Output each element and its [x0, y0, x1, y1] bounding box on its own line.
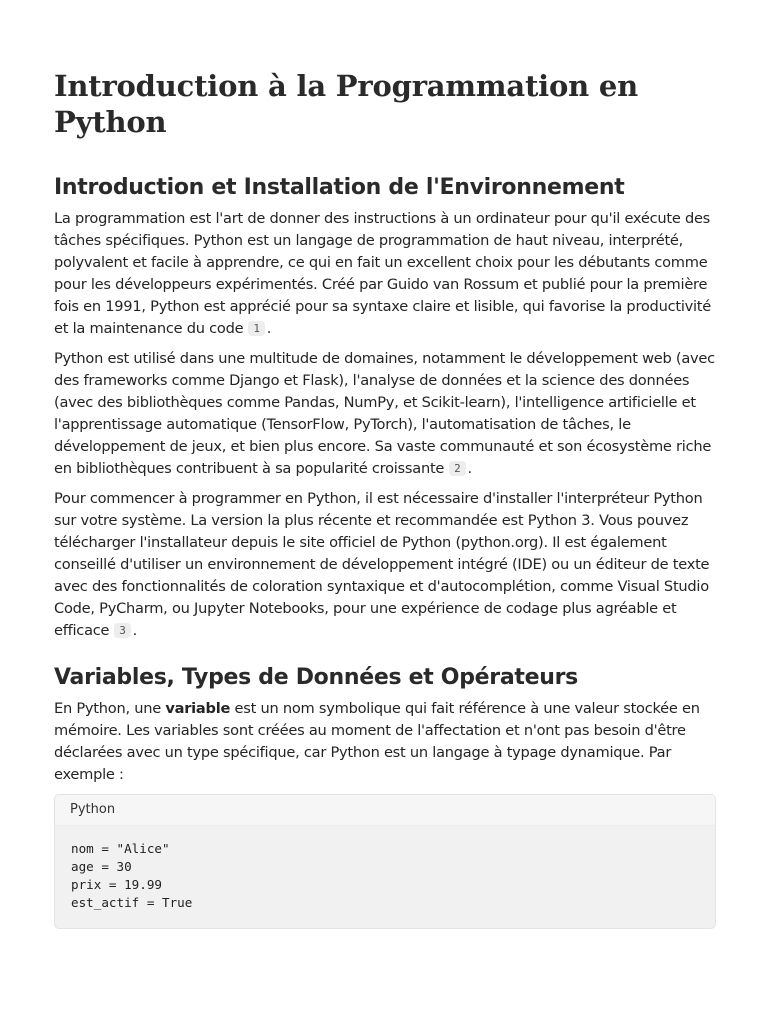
section-heading-introduction: Introduction et Installation de l'Environnement	[54, 175, 625, 200]
paragraph-domains: Python est utilisé dans une multitude de domaines, notamment le développement web (avec des frameworks comme Django et Flask), l'analyse de données et la science des données (avec des bibliothèques comme Pandas, NumPy, et Scikit-learn), l'intelligence artificielle et l'apprentissage automatique (TensorFlow, PyTorch), l'automatisation de tâches, le développement de jeux, et bien plus encore. Sa vaste communauté et son écosystème riche en bibliothèques contribuent à sa popularité croissante 2 .	[54, 350, 715, 477]
section-heading-variables: Variables, Types de Données et Opérateurs	[54, 665, 578, 690]
citation-badge[interactable]: 1	[248, 321, 264, 336]
paragraph-text: Pour commencer à programmer en Python, il est nécessaire d'installer l'interpréteur Python sur votre système. La version la plus récente et recommandée est Python 3. Vous pouvez télécharger l'installateur depuis le site officiel de Python (python.org). Il est également conseillé d'utiliser un environnement de développement intégré (IDE) ou un éditeur de texte avec des fonctionnalités de coloration syntaxique et d'autocomplétion, comme Visual Studio Code, PyCharm, ou Jupyter Notebooks, pour une expérience de codage plus agréable et efficace	[54, 490, 710, 639]
code-line: nom = "Alice"	[71, 841, 170, 856]
citation-badge[interactable]: 2	[449, 461, 465, 476]
citation-badge[interactable]: 3	[114, 623, 130, 638]
code-line: age = 30	[71, 859, 132, 874]
paragraph-text: Python est utilisé dans une multitude de domaines, notamment le développement web (avec des frameworks comme Django et Flask), l'analyse de données et la science des données (avec des bibliothèques comme Pandas, NumPy, et Scikit-learn), l'intelligence artificielle et l'apprentissage automatique (TensorFlow, PyTorch), l'automatisation de tâches, le développement de jeux, et bien plus encore. Sa vaste communauté et son écosystème riche en bibliothèques contribuent à sa popularité croissante	[54, 350, 715, 477]
paragraph-text: est un nom symbolique qui fait référence à une valeur stockée en mémoire. Les variables sont créées au moment de l'affectation et n'ont pas besoin d'être déclarées avec un type spécifique, car Python est un langage à typage dynamique. Par exemple :	[54, 700, 700, 783]
code-content[interactable]	[55, 826, 715, 928]
paragraph-variables-intro	[54, 698, 716, 786]
code-line: est_actif = True	[71, 895, 193, 910]
paragraph-introduction: La programmation est l'art de donner des instructions à un ordinateur pour qu'il exécute des tâches spécifiques. Python est un langage de programmation de haut niveau, interprété, polyvalent et facile à apprendre, ce qui en fait un excellent choix pour les débutants comme pour les développeurs expérimentés. Créé par Guido van Rossum et publié pour la première fois en 1991, Python est apprécié pour sa syntaxe claire et lisible, qui favorise la productivité et la maintenance du code 1 .	[54, 210, 712, 337]
bold-term-variable: variable	[165, 700, 231, 717]
document-page	[54, 0, 716, 929]
paragraph-text: En Python, une	[54, 700, 166, 717]
paragraph-text: La programmation est l'art de donner des instructions à un ordinateur pour qu'il exécute des tâches spécifiques. Python est un langage de programmation de haut niveau, interprété, polyvalent et facile à apprendre, ce qui en fait un excellent choix pour les débutants comme pour les développeurs expérimentés. Créé par Guido van Rossum et publié pour la première fois en 1991, Python est apprécié pour sa syntaxe claire et lisible, qui favorise la productivité et la maintenance du code	[54, 210, 712, 337]
document-title: Introduction à la Programmation en Python	[54, 69, 639, 139]
code-language-label: Python	[55, 795, 715, 826]
code-line: prix = 19.99	[71, 877, 162, 892]
code-block	[54, 794, 716, 929]
paragraph-installation: Pour commencer à programmer en Python, il est nécessaire d'installer l'interpréteur Python sur votre système. La version la plus récente et recommandée est Python 3. Vous pouvez télécharger l'installateur depuis le site officiel de Python (python.org). Il est également conseillé d'utiliser un environnement de développement intégré (IDE) ou un éditeur de texte avec des fonctionnalités de coloration syntaxique et d'autocomplétion, comme Visual Studio Code, PyCharm, ou Jupyter Notebooks, pour une expérience de codage plus agréable et efficace 3 .	[54, 490, 710, 639]
